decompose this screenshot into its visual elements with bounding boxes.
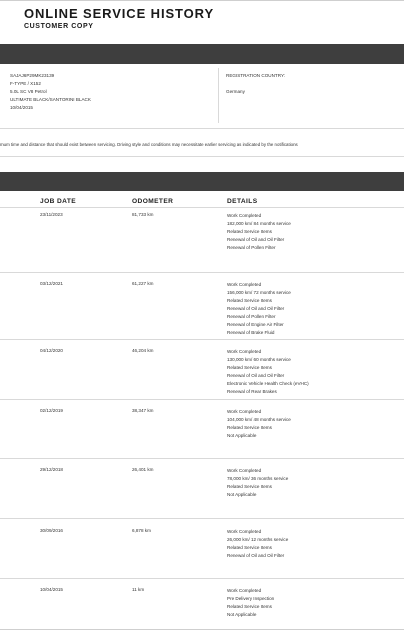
vehicle-details-right <box>226 72 285 96</box>
vehicle-section-band <box>0 44 404 64</box>
details-line: Related Service Items <box>227 425 272 430</box>
details-line: Renewal of Brake Fluid <box>227 330 275 335</box>
details-line: Related Service Items <box>227 484 272 489</box>
details-line: Work Completed <box>227 282 262 287</box>
details-line: Renewal of Pollen Filter <box>227 245 276 250</box>
details-line: Renewal of Oil and Oil Filter <box>227 553 285 558</box>
row-divider <box>0 399 404 400</box>
details-line: Electronic Vehicle Health Check (eVHC) <box>227 381 309 386</box>
details-line: Work Completed <box>227 213 262 218</box>
details-line: Related Service Items <box>227 229 272 234</box>
details-cell <box>227 348 309 396</box>
job-date-header: JOB DATE <box>40 198 77 205</box>
odometer-cell: 11 km <box>132 587 145 592</box>
engine-value: 5.0L SC V8 Petrol <box>10 89 47 94</box>
row-divider <box>0 578 404 579</box>
section-divider <box>0 128 404 129</box>
document-header <box>24 6 394 31</box>
odometer-cell: 61,227 km <box>132 281 154 286</box>
details-line: Related Service Items <box>227 545 272 550</box>
details-line: Related Service Items <box>227 298 272 303</box>
job-date-cell: 10/04/2015 <box>40 587 63 592</box>
details-line: Renewal of Oil and Oil Filter <box>227 306 285 311</box>
odometer-header: ODOMETER <box>132 198 174 205</box>
table-header-divider <box>0 207 404 208</box>
details-line: Renewal of Engine Air Filter <box>227 322 284 327</box>
job-date-cell: 29/12/2018 <box>40 467 63 472</box>
history-section-band <box>0 172 404 191</box>
details-header: DETAILS <box>227 198 258 205</box>
details-line: 78,000 km/ 36 months service <box>227 476 289 481</box>
job-date-cell: 30/09/2016 <box>40 528 63 533</box>
details-line: Renewal of Pollen Filter <box>227 314 276 319</box>
section-divider <box>0 156 404 157</box>
row-divider <box>0 518 404 519</box>
row-divider <box>0 458 404 459</box>
notice-text: time and distance that should exist between servicing. Driving style and conditions may necessitate earlier servicing as indicated by the notifications <box>9 142 298 147</box>
details-cell <box>227 212 291 252</box>
details-cell <box>227 467 288 499</box>
notice-underlined-text: mum <box>0 142 10 147</box>
details-line: Related Service Items <box>227 365 272 370</box>
details-line: 26,000 km/ 12 months service <box>227 537 289 542</box>
details-line: Pre Delivery Inspection <box>227 596 275 601</box>
job-date-cell: 23/11/2023 <box>40 212 63 217</box>
vehicle-details-divider <box>218 68 219 123</box>
details-line: Renewal of Rear Brakes <box>227 389 277 394</box>
page-subtitle: CUSTOMER COPY <box>24 23 94 30</box>
details-cell <box>227 281 291 337</box>
registration-country-label: REGISTRATION COUNTRY: <box>226 73 286 78</box>
details-line: Work Completed <box>227 349 262 354</box>
details-line: Renewal of Oil and Oil Filter <box>227 373 285 378</box>
model-value: F-TYPE / X152 <box>10 81 41 86</box>
job-date-cell: 04/12/2020 <box>40 348 63 353</box>
vin-value: SAJAJ6P29MK23139 <box>10 73 55 78</box>
job-date-cell: 03/12/2021 <box>40 281 63 286</box>
registration-country-value: Germany <box>226 89 245 94</box>
details-line: Not Applicable <box>227 612 257 617</box>
service-interval-notice <box>0 142 404 147</box>
details-line: Work Completed <box>227 409 262 414</box>
details-line: Work Completed <box>227 468 262 473</box>
page-title: ONLINE SERVICE HISTORY <box>24 6 215 21</box>
odometer-cell: 46,204 km <box>132 348 154 353</box>
details-line: Not Applicable <box>227 433 257 438</box>
details-line: 182,000 km/ 84 months service <box>227 221 291 226</box>
details-line: Not Applicable <box>227 492 257 497</box>
vehicle-details-left <box>10 72 91 112</box>
odometer-cell: 81,733 km <box>132 212 154 217</box>
page-top-edge <box>0 0 404 1</box>
odometer-cell: 26,401 km <box>132 467 154 472</box>
details-line: Work Completed <box>227 529 262 534</box>
row-divider <box>0 272 404 273</box>
details-line: 156,000 km/ 72 months service <box>227 290 291 295</box>
colour-value: ULTIMATE BLACK/SANTORINI BLACK <box>10 97 91 102</box>
details-line: Renewal of Oil and Oil Filter <box>227 237 285 242</box>
details-cell <box>227 408 291 440</box>
details-line: Related Service Items <box>227 604 272 609</box>
details-cell <box>227 528 288 560</box>
vehicle-date-value: 10/04/2015 <box>10 105 33 110</box>
details-cell <box>227 587 274 619</box>
details-line: 104,000 km/ 48 months service <box>227 417 291 422</box>
odometer-cell: 6,878 km <box>132 528 151 533</box>
odometer-cell: 38,347 km <box>132 408 154 413</box>
job-date-cell: 02/12/2019 <box>40 408 63 413</box>
details-line: Work Completed <box>227 588 262 593</box>
row-divider <box>0 339 404 340</box>
details-line: 130,000 km/ 60 months service <box>227 357 291 362</box>
